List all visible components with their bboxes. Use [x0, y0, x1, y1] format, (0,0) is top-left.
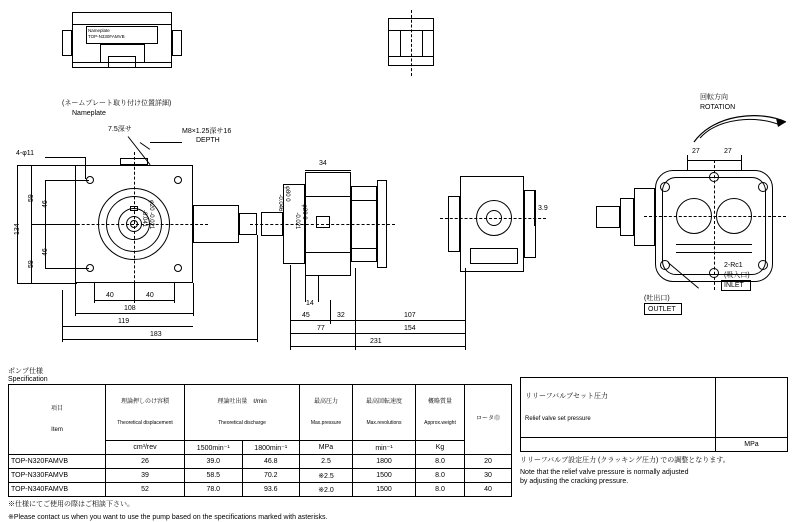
nameplate-edge [144, 44, 145, 62]
extension-line [741, 155, 742, 171]
extension-line [687, 155, 688, 171]
spec-unit-displacement: cm³/rev [106, 441, 185, 455]
extension-line [45, 180, 89, 181]
dim-32: 32 [337, 312, 345, 319]
nameplate-caption-en: Nameplate [72, 110, 106, 117]
depth-mark-note: 7.5深サ [108, 126, 132, 133]
extension-line [17, 165, 77, 166]
nameplate-left-ear [62, 30, 72, 56]
dim-27-right: 27 [724, 148, 732, 155]
rotation-arrow-icon [690, 108, 790, 148]
cell-nmax: 1500 [353, 483, 416, 497]
dim-46-bottom: 46 [42, 248, 49, 256]
hole-note: 4-φ11 [16, 150, 35, 157]
dim-line [290, 320, 330, 321]
extension-line [134, 283, 135, 303]
dim-59-top: 59 [28, 194, 35, 202]
spec-footnote-en: ※Please contact us when you want to use the pump based on the specifications marked with asterisks. [8, 514, 328, 521]
cell-displacement: 26 [106, 455, 185, 469]
inlet-en-box [721, 280, 751, 291]
nameplate-side-line [422, 30, 423, 56]
extension-line [257, 235, 258, 342]
extension-line [94, 283, 95, 303]
inlet-jp: (吸入口) [724, 272, 750, 279]
extension-line [17, 283, 77, 284]
relief-note-en2: by adjusting the cracking pressure. [520, 478, 629, 485]
extension-line [193, 283, 194, 316]
dim-119: 119 [118, 318, 130, 325]
shaft-diameter-note: φ20 0 -0.021 [294, 204, 307, 230]
leader-line [45, 157, 85, 158]
outlet-en-box [644, 303, 682, 315]
outlet-jp: (吐出口) [644, 295, 670, 302]
centerline-horizontal [62, 224, 208, 225]
dim-59-bottom: 59 [28, 260, 35, 268]
relief-blank-cell [521, 438, 716, 452]
inlet-en: INLET [724, 282, 744, 289]
cell-pmax: ※2.0 [300, 483, 353, 497]
extension-line [290, 265, 291, 350]
section-line [305, 196, 351, 197]
dim-line [534, 190, 535, 226]
dim-183: 183 [150, 331, 162, 338]
dim-line [290, 333, 355, 334]
dim-34: 34 [319, 160, 327, 167]
side2-flange [448, 196, 460, 252]
centerline [411, 10, 412, 76]
cell-displacement: 52 [106, 483, 185, 497]
bolt-boss [660, 182, 670, 192]
flange-diameter-note: φ80 0 -0.046 [277, 186, 290, 212]
cell-model: TOP-N330FAMVB [9, 469, 106, 483]
extension-line [465, 268, 466, 350]
nameplate-boss [108, 56, 136, 68]
cell-q1500: 58.5 [185, 469, 243, 483]
centerline-horizontal [250, 224, 395, 225]
extension-line [174, 283, 175, 303]
cell-displacement: 39 [106, 469, 185, 483]
leader-line [140, 142, 150, 150]
table-row [9, 455, 512, 469]
spec-header-discharge: 理論吐出量 ℓ/min Theoretical discharge [185, 385, 300, 441]
centerline-vertical [714, 160, 715, 290]
section-line [351, 248, 377, 249]
spec-title-en: Specification [8, 376, 48, 383]
dim-line [355, 333, 465, 334]
dim-108: 108 [124, 305, 136, 312]
dim-77: 77 [317, 325, 325, 332]
section-line [351, 200, 377, 201]
inlet-label: 2-Rc1 [724, 262, 743, 269]
rotation-en: ROTATION [700, 104, 736, 111]
spec-unit-revolutions: min⁻¹ [353, 441, 416, 455]
dim-line [687, 160, 741, 161]
cell-q1500: 39.0 [185, 455, 243, 469]
nameplate-plate-text-1: Nameplate [88, 28, 110, 33]
rear-side-body [634, 188, 655, 246]
cell-nmax: 1800 [353, 455, 416, 469]
spec-header-pressure: 最高圧力 Max.pressure [300, 385, 353, 441]
spec-corner-cell: 項目 Item [9, 385, 106, 455]
table-row [9, 469, 512, 483]
cell-nmax: 1500 [353, 469, 416, 483]
thread-note-en: DEPTH [196, 137, 220, 144]
section-line [305, 252, 351, 253]
dim-line [290, 346, 465, 347]
relief-unit-cell: MPa [716, 438, 788, 452]
extension-line [305, 276, 306, 302]
spec-header-weight: 概略質量 Approx.weight [416, 385, 465, 441]
thread-note: M8×1.25深サ16 [182, 128, 232, 135]
extension-line [330, 300, 331, 324]
leader-line [85, 157, 86, 179]
top-tab [120, 158, 148, 165]
dim-3-9: 3.9 [538, 205, 548, 212]
outlet-en: OUTLET [648, 306, 676, 313]
extension-line [318, 276, 319, 302]
spec-subheader-1800: 1800min⁻¹ [242, 441, 300, 455]
cell-pmax: 2.5 [300, 455, 353, 469]
spec-table [8, 384, 512, 497]
nameplate-edge [100, 44, 144, 45]
front-right-stub [193, 205, 239, 243]
dim-line [330, 320, 355, 321]
cell-rotor: 20 [465, 455, 512, 469]
dim-14: 14 [306, 300, 314, 307]
spec-subheader-1500: 1500min⁻¹ [185, 441, 243, 455]
cell-weight: 8.0 [416, 483, 465, 497]
cell-rotor: 40 [465, 483, 512, 497]
relief-table-block [520, 377, 788, 486]
nameplate-edge [100, 44, 101, 62]
dim-107: 107 [404, 312, 416, 319]
cell-rotor: 30 [465, 469, 512, 483]
relief-value-cell [716, 378, 788, 438]
dim-27-left: 27 [692, 148, 700, 155]
spec-unit-weight: Kg [416, 441, 465, 455]
centerline-horizontal [644, 216, 786, 217]
spec-header-rotor: ロータ巾 [465, 385, 512, 455]
cell-weight: 8.0 [416, 469, 465, 483]
nameplate-right-ear [172, 30, 182, 56]
relief-table [520, 377, 788, 452]
nameplate-plate-text-2: TOP-N330FAMVB [88, 34, 125, 39]
centerline-horizontal [440, 218, 546, 219]
dim-40-left: 40 [106, 292, 114, 299]
rotation-jp: 回転方向 [700, 94, 728, 101]
relief-unit-row [521, 438, 788, 452]
bolt-hole [174, 176, 182, 184]
centerline-vertical [134, 152, 135, 298]
cell-model: TOP-N340FAMVB [9, 483, 106, 497]
relief-title-cell: リリーフバルブセット圧力 Relief valve set pressure [521, 378, 716, 438]
spec-header-row-1 [9, 385, 512, 441]
cell-q1500: 78.0 [185, 483, 243, 497]
dim-line [62, 339, 257, 340]
cell-q1800: 93.6 [242, 483, 300, 497]
nameplate-line [72, 24, 172, 25]
bolt-hole [174, 264, 182, 272]
dim-line [305, 170, 351, 171]
rear-side-collar [620, 198, 634, 236]
bolt-boss [758, 260, 768, 270]
nameplate-side-line [400, 30, 401, 56]
leader-line [150, 142, 182, 143]
spec-header-displacement: 理論押しのけ容積 Theoretical displacement [106, 385, 185, 441]
dim-line [75, 313, 193, 314]
dim-231: 231 [370, 338, 382, 345]
relief-note-jp: リリーフバルブ設定圧力 (クラッキング圧力) での調整となります。 [520, 457, 730, 464]
dim-line [355, 320, 465, 321]
rear-side-stub [596, 206, 620, 228]
extension-line [355, 268, 356, 350]
cell-pmax: ※2.5 [300, 469, 353, 483]
spec-footnote-jp: ※仕様にてご使用の際はご相談下さい。 [8, 501, 134, 508]
side-port-boss [316, 216, 330, 228]
table-row [9, 483, 512, 497]
extension-line [45, 268, 89, 269]
side2-base [470, 248, 518, 264]
spec-table-block [8, 368, 512, 522]
dim-45: 45 [302, 312, 310, 319]
dim-line [62, 326, 193, 327]
extension-line [62, 290, 63, 342]
extension-line [31, 224, 77, 225]
dim-134: 134 [14, 223, 21, 235]
dim-40-right: 40 [146, 292, 154, 299]
extension-line [75, 283, 76, 316]
spec-header-revolutions: 最高回転速度 Max.revolutions [353, 385, 416, 441]
relief-note-en1: Note that the relief valve pressure is normally adjusted [520, 469, 689, 476]
cell-q1800: 70.2 [242, 469, 300, 483]
cell-model: TOP-N320FAMVB [9, 455, 106, 469]
bolt-boss [758, 182, 768, 192]
dim-46-top: 46 [42, 200, 49, 208]
shaft-tolerance-note: φ20 -0.021 -0.041 [141, 200, 154, 230]
nameplate-caption-jp: (ネームプレート取り付け位置詳細) [62, 100, 172, 107]
dim-154: 154 [404, 325, 416, 332]
spec-title-jp: ポンプ仕様 [8, 368, 43, 375]
cell-q1800: 46.8 [242, 455, 300, 469]
relief-header-row [521, 378, 788, 438]
cell-weight: 8.0 [416, 455, 465, 469]
spec-unit-pressure: MPa [300, 441, 353, 455]
